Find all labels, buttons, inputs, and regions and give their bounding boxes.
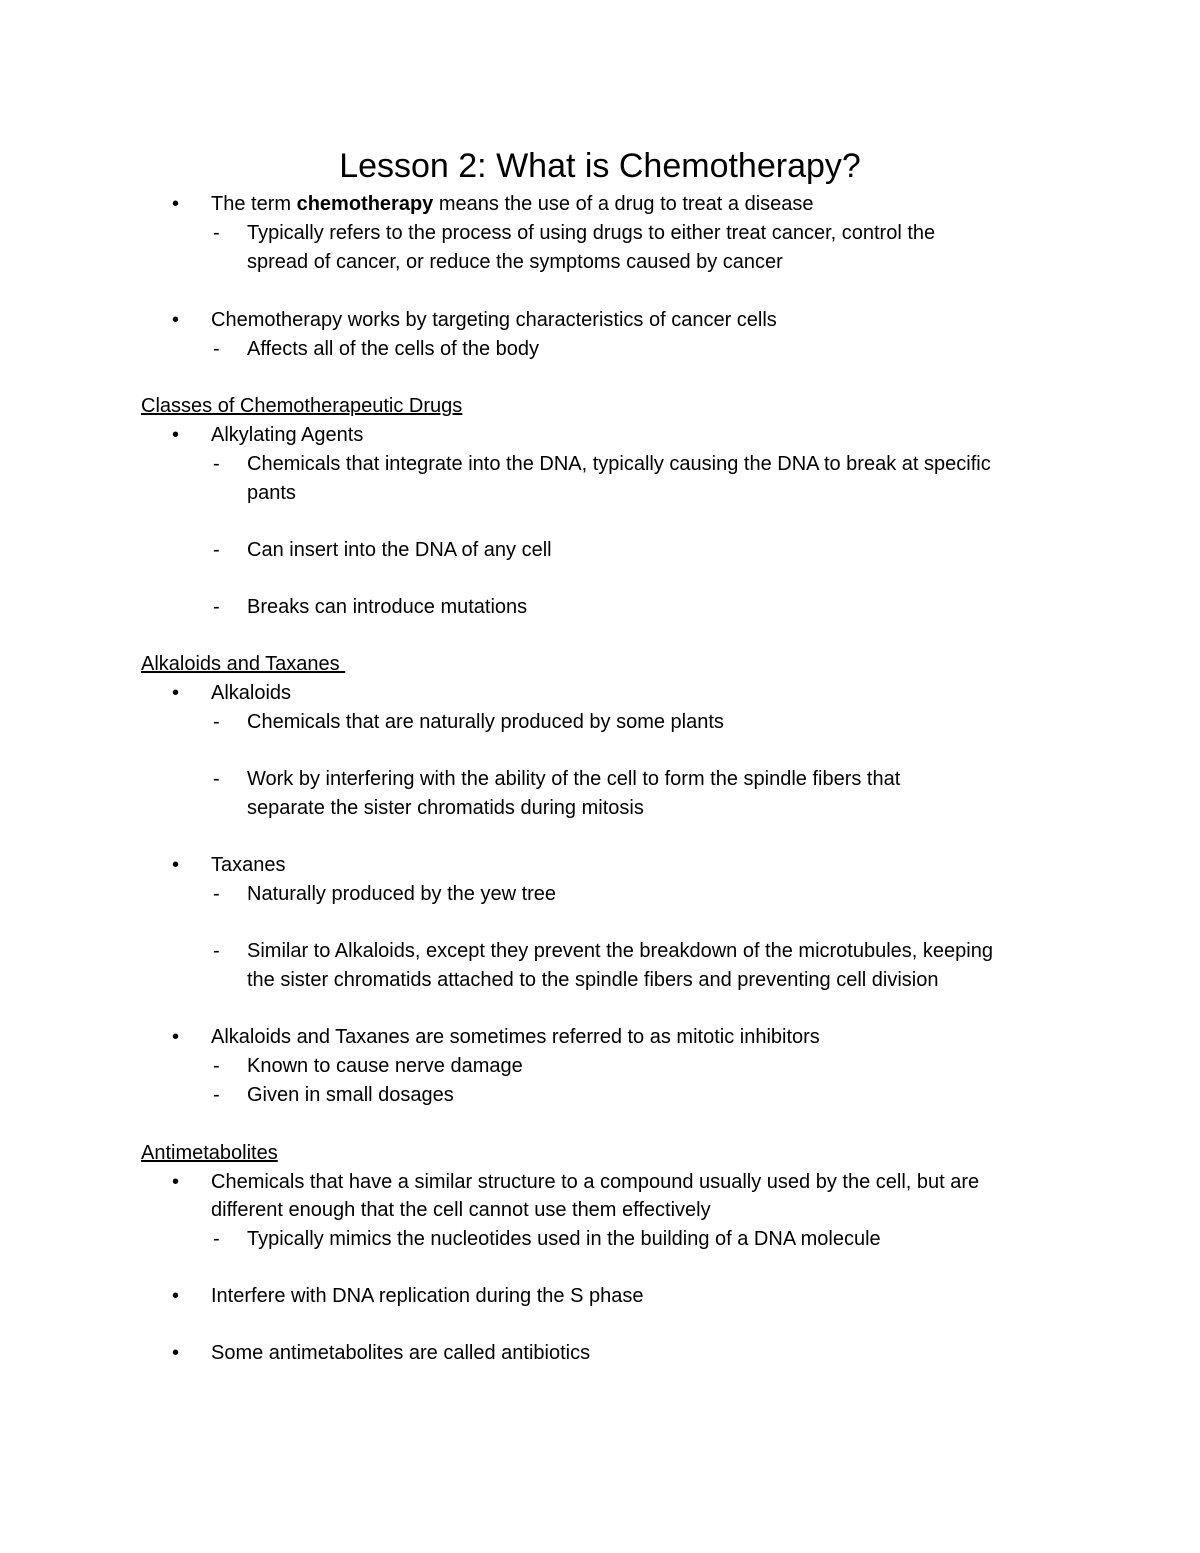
bullet-icon: • <box>172 309 180 331</box>
sub-item-text: Breaks can introduce mutations <box>247 596 528 618</box>
dash-icon: - <box>213 940 220 962</box>
dash-icon: - <box>213 1055 220 1077</box>
sub-item-text: Similar to Alkaloids, except they prevent the breakdown of the microtubules, keeping <box>247 940 993 962</box>
text-run: The term <box>211 193 297 215</box>
bullet-text: Some antimetabolites are called antibiotics <box>211 1342 591 1364</box>
section-heading-classes: Classes of Chemotherapeutic Drugs <box>141 395 463 417</box>
section-heading-antimetabolites: Antimetabolites <box>141 1142 278 1164</box>
dash-icon: - <box>213 1228 220 1250</box>
sub-item-text: Chemicals that are naturally produced by some plants <box>247 711 724 733</box>
sub-item-text: Can insert into the DNA of any cell <box>247 539 552 561</box>
dash-icon: - <box>213 711 220 733</box>
bullet-icon: • <box>172 1285 180 1307</box>
bullet-icon: • <box>172 424 180 446</box>
dash-icon: - <box>213 453 220 475</box>
bullet-icon: • <box>172 854 180 876</box>
bold-term: chemotherapy <box>296 193 434 215</box>
bullet-text: Interfere with DNA replication during the S phase <box>211 1285 644 1307</box>
bullet-icon: • <box>172 1026 180 1048</box>
sub-item-text: Chemicals that integrate into the DNA, typically causing the DNA to break at specific <box>247 453 991 475</box>
bullet-icon: • <box>172 1171 180 1193</box>
bullet-text: Chemotherapy works by targeting characteristics of cancer cells <box>211 309 777 331</box>
bullet-icon: • <box>172 1342 180 1364</box>
bullet-icon: • <box>172 193 180 215</box>
sub-item-text: spread of cancer, or reduce the symptoms caused by cancer <box>247 251 783 273</box>
sub-item-text: Typically refers to the process of using drugs to either treat cancer, control the <box>247 222 936 244</box>
text-run: means the use of a drug to treat a disease <box>433 193 814 215</box>
bullet-text <box>211 190 814 219</box>
sub-item-text: Given in small dosages <box>247 1084 454 1106</box>
page-title: Lesson 2: What is Chemotherapy? <box>339 147 861 185</box>
dash-icon: - <box>213 338 220 360</box>
dash-icon: - <box>213 539 220 561</box>
sub-item-text: Typically mimics the nucleotides used in the building of a DNA molecule <box>247 1228 881 1250</box>
sub-item-text: Work by interfering with the ability of the cell to form the spindle fibers that <box>247 768 901 790</box>
bullet-text: Chemicals that have a similar structure to a compound usually used by the cell, but are <box>211 1171 980 1193</box>
dash-icon: - <box>213 883 220 905</box>
section-heading-alkaloids: Alkaloids and Taxanes <box>141 653 346 675</box>
bullet-text: Taxanes <box>211 854 286 876</box>
dash-icon: - <box>213 222 220 244</box>
bullet-text: Alkaloids and Taxanes are sometimes referred to as mitotic inhibitors <box>211 1026 820 1048</box>
sub-item-text: Affects all of the cells of the body <box>247 338 540 360</box>
bullet-text: Alkaloids <box>211 682 292 704</box>
dash-icon: - <box>213 1084 220 1106</box>
sub-item-text: the sister chromatids attached to the spindle fibers and preventing cell division <box>247 969 939 991</box>
sub-item-text: Known to cause nerve damage <box>247 1055 523 1077</box>
sub-item-text: separate the sister chromatids during mitosis <box>247 797 644 819</box>
dash-icon: - <box>213 768 220 790</box>
bullet-text: different enough that the cell cannot use them effectively <box>211 1199 711 1221</box>
sub-item-text: pants <box>247 482 296 504</box>
bullet-text: Alkylating Agents <box>211 424 364 446</box>
sub-item-text: Naturally produced by the yew tree <box>247 883 557 905</box>
dash-icon: - <box>213 596 220 618</box>
bullet-icon: • <box>172 682 180 704</box>
